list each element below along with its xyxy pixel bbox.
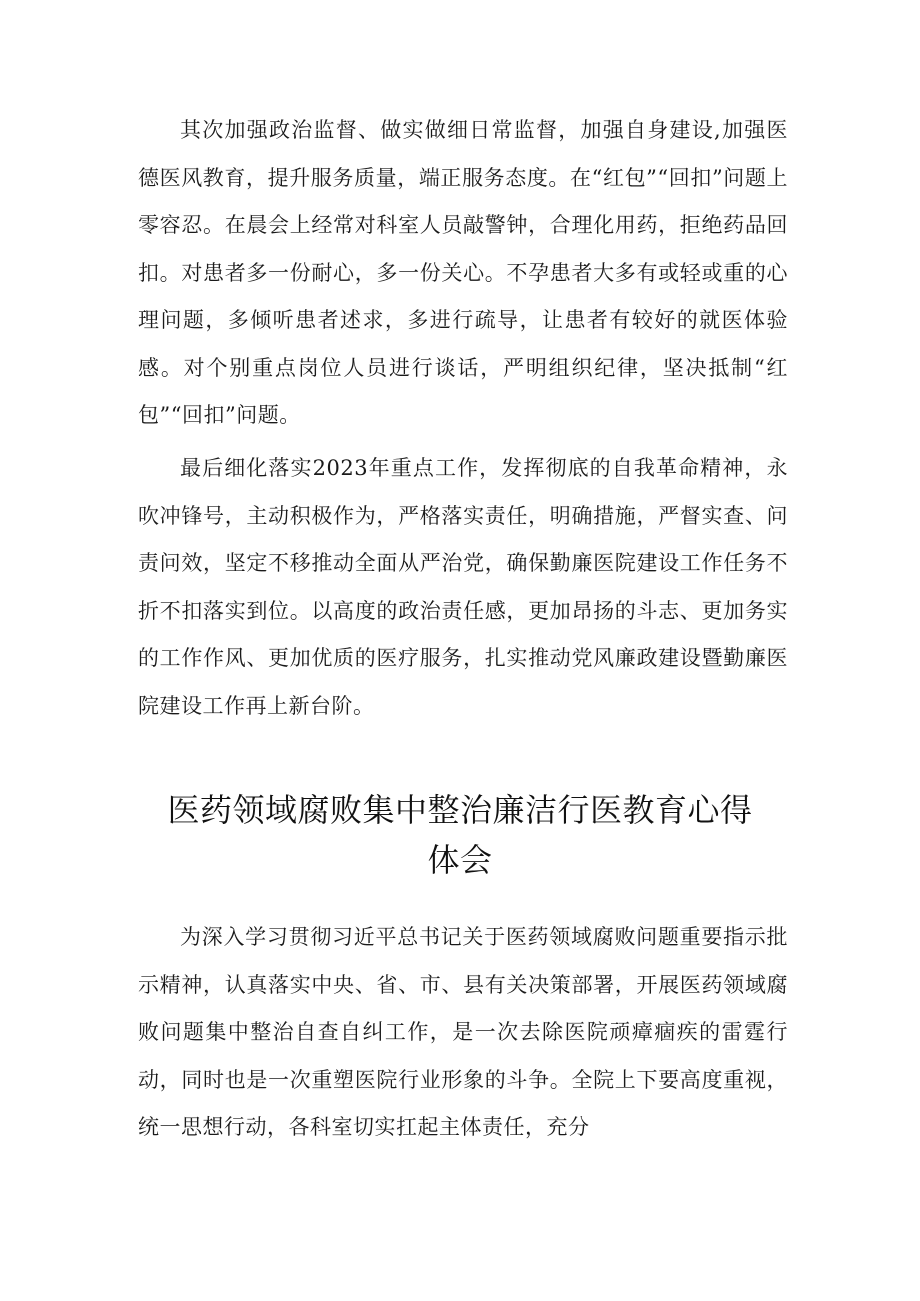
article-title [130, 785, 790, 885]
article-title-line-1: 医药领域腐败集中整治廉洁行医教育心得 [167, 791, 753, 829]
paragraph-intro: 为深入学习贯彻习近平总书记关于医药领域腐败问题重要指示批示精神，认真落实中央、省、市、县有关决策部署，开展医药领域腐败问题集中整治自查自纠工作，是一次去除医院顽瘴痼疾的雷霆行动，同时也是一次重塑医院行业形象的斗争。全院上下要高度重视，统一思想行动，各科室切实扛起主体责任，充分 [138, 925, 788, 1139]
paragraph-key-work-2023: 最后细化落实2023年重点工作，发挥彻底的自我革命精神，永吹冲锋号，主动积极作为，严格落实责任，明确措施，严督实查、问责问效，坚定不移推动全面从严治党，确保勤廉医院建设工作任务不折不扣落实到位。以高度的政治责任感，更加昂扬的斗志、更加务实的工作作风、更加优质的医疗服务，扎实推动党风廉政建设暨勤廉医院建设工作再上新台阶。 [138, 456, 788, 718]
article-title-line-2: 体会 [427, 841, 493, 879]
paragraph-supervision: 其次加强政治监督、做实做细日常监督，加强自身建设,加强医德医风教育，提升服务质量，端正服务态度。在“红包”“回扣”问题上零容忍。在晨会上经常对科室人员敲警钟，合理化用药，拒绝药品回扣。对患者多一份耐心，多一份关心。不孕患者大多有或轻或重的心理问题，多倾听患者述求，多进行疏导，让患者有较好的就医体验感。对个别重点岗位人员进行谈话，严明组织纪律，坚决抵制“红包”“回扣”问题。 [138, 118, 788, 427]
